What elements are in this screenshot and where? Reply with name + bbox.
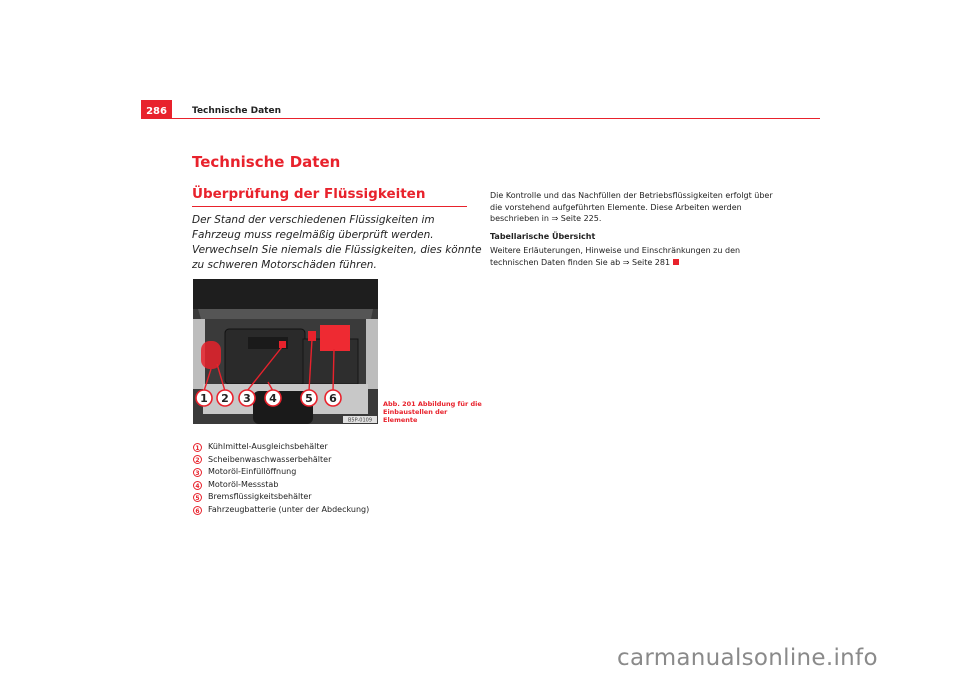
number-badge-icon: 6	[193, 506, 202, 515]
number-badge-icon: 2	[193, 455, 202, 464]
section-title: Überprüfung der Flüssigkeiten	[192, 186, 426, 202]
number-badge-icon: 1	[193, 443, 202, 452]
legend-label: Bremsflüssigkeitsbehälter	[208, 492, 312, 502]
legend-item	[193, 504, 369, 517]
engine-bay-illustration	[193, 279, 378, 424]
svg-text:6: 6	[329, 392, 337, 405]
callout-4	[265, 390, 281, 406]
number-badge-icon: 5	[193, 493, 202, 502]
callout-6	[325, 390, 341, 406]
svg-text:4: 4	[269, 392, 277, 405]
svg-text:3: 3	[243, 392, 251, 405]
legend-label: Fahrzeugbatterie (unter der Abdeckung)	[208, 504, 370, 514]
svg-text:2: 2	[221, 392, 229, 405]
callout-3	[239, 390, 255, 406]
legend-list	[193, 441, 369, 517]
figure-caption: Abb. 201 Abbildung für die Einbaustellen der Elemente	[383, 400, 482, 424]
legend-label: Motoröl-Messstab	[208, 479, 279, 489]
number-badge-icon: 3	[193, 468, 202, 477]
callout-5	[301, 390, 317, 406]
callout-2	[217, 390, 233, 406]
running-title: Technische Daten	[192, 106, 281, 116]
legend-label: Motoröl-Einfüllöffnung	[208, 467, 297, 477]
svg-text:1: 1	[200, 392, 208, 405]
intro-text: Der Stand der verschiedenen Flüssigkeiten im Fahrzeug muss regelmäßig überprüft werden. Verwechseln Sie niemals die Flüssigkeiten, dies könnte zu schweren Motorschäden führen.	[192, 214, 482, 271]
section-divider	[192, 206, 467, 207]
body-paragraph: Weitere Erläuterungen, Hinweise und Einschränkungen zu den technischen Daten finden Sie ab ⇒ Seite 281	[490, 245, 741, 267]
header-rule	[141, 118, 820, 119]
legend-item	[193, 491, 369, 504]
legend-item	[193, 466, 369, 479]
svg-text:5: 5	[305, 392, 313, 405]
image-code: B5P-0109	[347, 417, 373, 424]
page-number: 286	[141, 100, 172, 119]
number-badge-icon: 4	[193, 481, 202, 490]
legend-item	[193, 454, 369, 467]
callout-1	[196, 390, 212, 406]
legend-item	[193, 441, 369, 454]
legend-item	[193, 479, 369, 492]
right-column	[490, 190, 780, 274]
watermark: carmanualsonline.info	[617, 645, 878, 671]
engine-bay-figure	[193, 279, 378, 424]
subheading: Tabellarische Übersicht	[490, 232, 596, 242]
legend-label: Scheibenwaschwasserbehälter	[208, 454, 332, 464]
body-paragraph: Die Kontrolle und das Nachfüllen der Betriebsflüssigkeiten erfolgt über die vorstehend aufgeführten Elemente. Diese Arbeiten werden beschrieben in ⇒ Seite 225.	[490, 191, 773, 224]
chapter-title: Technische Daten	[192, 153, 341, 171]
legend-label: Kühlmittel-Ausgleichsbehälter	[208, 442, 328, 451]
section-end-icon	[673, 259, 679, 265]
